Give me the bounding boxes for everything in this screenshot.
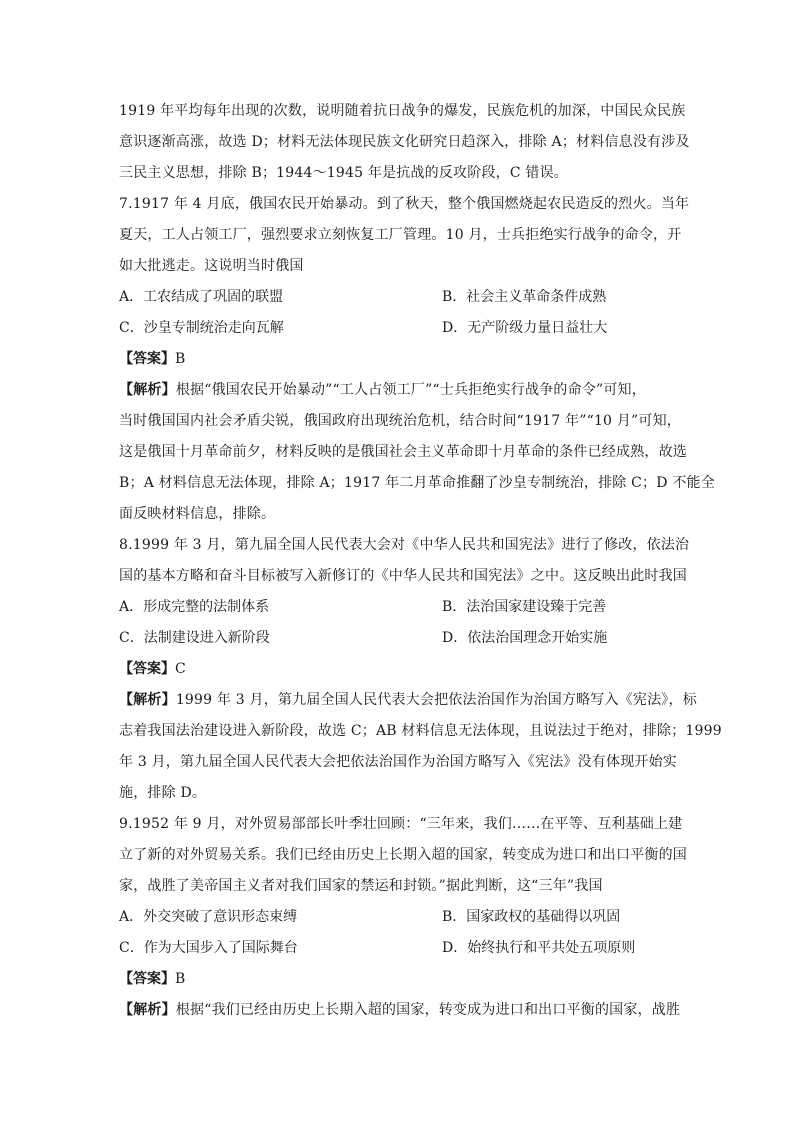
question-stem-line: 如大批逃走。这说明当时俄国	[119, 258, 304, 274]
analysis-tag: 【解析】	[119, 692, 176, 708]
intro-paragraph	[119, 96, 690, 189]
question-stem-line: 7.1917 年 4 月底，俄国农民开始暴动。到了秋天，整个俄国燃烧起农民造反的烈火。当年	[119, 196, 690, 212]
analysis-text: 1999 年 3 月，第九届全国人民代表大会把依法治国作为治国方略写入《宪法》，标	[175, 692, 697, 708]
options-row	[119, 313, 679, 344]
analysis-line	[119, 995, 679, 1026]
options-row	[119, 902, 679, 933]
document-page	[119, 96, 722, 1026]
answer-value: C	[175, 661, 186, 677]
answer-tag: 【答案】	[119, 971, 175, 987]
option-c: C．法制建设进入新阶段	[119, 630, 270, 646]
option-c: C．沙皇专制统治走向瓦解	[119, 320, 284, 336]
option-a: A．形成完整的法制体系	[119, 599, 270, 615]
option-b: B．国家政权的基础得以巩固	[442, 909, 621, 925]
options-row	[119, 282, 679, 313]
analysis-line	[119, 685, 697, 716]
answer-value: B	[175, 351, 186, 367]
answer-line	[119, 344, 679, 375]
question-stem-line: 夏天，工人占领工厂，强烈要求立刻恢复工厂管理。10 月，士兵拒绝实行战争的命令，开	[119, 227, 682, 243]
option-d: D．依法治国理念开始实施	[442, 630, 608, 646]
answer-line	[119, 964, 679, 995]
options-row	[119, 933, 679, 964]
answer-tag: 【答案】	[119, 661, 175, 677]
analysis-line: 面反映材料信息，排除。	[119, 506, 276, 522]
analysis-line	[119, 375, 679, 406]
analysis-line: 当时俄国国内社会矛盾尖锐，俄国政府出现统治危机，结合时间“1917 年”“10 月”可知，	[119, 413, 681, 429]
text-line: 三民主义思想，排除 B；1944～1945 年是抗战的反攻阶段，C 错误。	[119, 165, 569, 181]
analysis-tag: 【解析】	[119, 382, 176, 398]
text-line: 1919 年平均每年出现的次数，说明随着抗日战争的爆发，民族危机的加深，中国民众民族	[119, 103, 686, 119]
question-stem-line: 9.1952 年 9 月，对外贸易部部长叶季壮回顾：“三年来，我们……在平等、互利基础上建	[119, 816, 683, 832]
analysis-text: 根据“俄国农民开始暴动”“工人占领工厂”“士兵拒绝实行战争的命令”可知，	[175, 382, 646, 398]
question-stem-line: 8.1999 年 3 月，第九届全国人民代表大会对《中华人民共和国宪法》进行了修改，依法治	[119, 537, 690, 553]
analysis-line: 这是俄国十月革命前夕，材料反映的是俄国社会主义革命即十月革命的条件已经成熟，故选	[119, 444, 687, 460]
option-b: B．法治国家建设臻于完善	[442, 599, 607, 615]
analysis-line: B；A 材料信息无法体现，排除 A；1917 年二月革命推翻了沙皇专制统治，排除 C；D 不能全	[119, 475, 715, 491]
answer-line	[119, 654, 679, 685]
question-stem-line: 国的基本方略和奋斗目标被写入新修订的《中华人民共和国宪法》之中。这反映出此时我国	[119, 568, 687, 584]
analysis-line: 志着我国法治建设进入新阶段，故选 C；AB 材料信息无法体现，且说法过于绝对，排除；1999	[119, 723, 722, 739]
text-line: 意识逐渐高涨，故选 D；材料无法体现民族文化研究日趋深入，排除 A；材料信息没有涉及	[119, 134, 690, 150]
question-9	[119, 809, 687, 1026]
question-8	[119, 530, 722, 809]
analysis-text: 根据“我们已经由历史上长期入超的国家，转变成为进口和出口平衡的国家，战胜	[175, 1002, 681, 1018]
option-c: C．作为大国步入了国际舞台	[119, 940, 298, 956]
analysis-tag: 【解析】	[119, 1002, 176, 1018]
option-d: D．无产阶级力量日益壮大	[442, 320, 608, 336]
analysis-line: 年 3 月，第九届全国人民代表大会把依法治国作为治国方略写入《宪法》没有体现开始实	[119, 754, 678, 770]
options-row	[119, 592, 679, 623]
option-a: A．外交突破了意识形态束缚	[119, 909, 298, 925]
question-7	[119, 189, 715, 530]
question-stem-line: 立了新的对外贸易关系。我们已经由历史上长期入超的国家，转变成为进口和出口平衡的国	[119, 847, 687, 863]
analysis-line: 施，排除 D。	[119, 785, 207, 801]
answer-tag: 【答案】	[119, 351, 175, 367]
question-stem-line: 家，战胜了美帝国主义者对我们国家的禁运和封锁。”据此判断，这“三年”我国	[119, 878, 603, 894]
option-a: A．工农结成了巩固的联盟	[119, 289, 284, 305]
answer-value: B	[175, 971, 186, 987]
options-row	[119, 623, 679, 654]
option-d: D．始终执行和平共处五项原则	[442, 940, 636, 956]
option-b: B．社会主义革命条件成熟	[442, 289, 607, 305]
